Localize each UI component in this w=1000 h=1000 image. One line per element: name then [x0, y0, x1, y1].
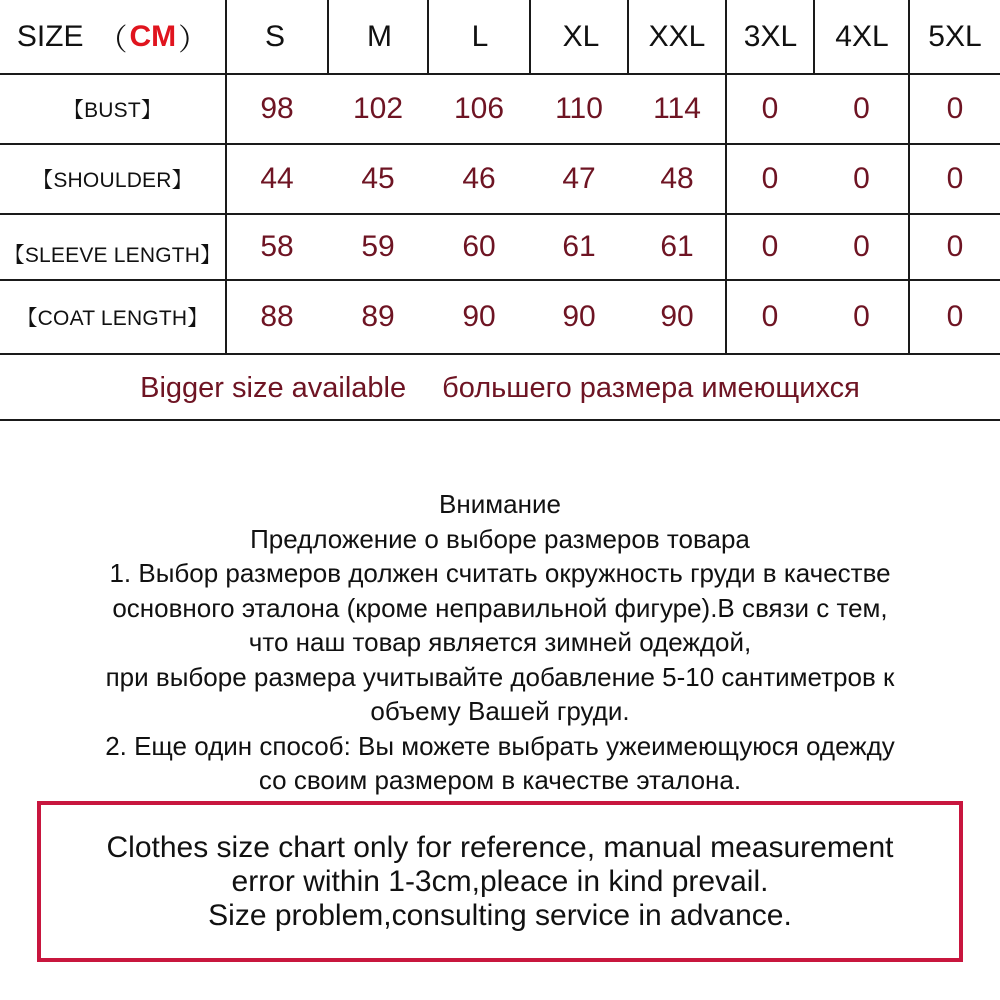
value-cell: 59: [361, 230, 395, 263]
availability-en: Bigger size available: [140, 371, 407, 404]
size-header-5xl: 5XL: [928, 19, 982, 53]
value-cell: 0: [853, 230, 870, 263]
unit-label: CM: [129, 19, 177, 53]
notes-title: Внимание: [439, 489, 561, 519]
value-cell: 0: [946, 300, 964, 333]
value-cell: 48: [660, 162, 694, 195]
row-label-shoulder: 【SHOULDER】: [32, 169, 193, 192]
size-header-4xl: 4XL: [835, 19, 889, 53]
disclaimer-line: Clothes size chart only for reference, manual measurement: [106, 830, 894, 864]
value-cell: 46: [462, 162, 496, 195]
notes-line: со своим размером в качестве эталона.: [258, 765, 742, 795]
row-label-coat-length: 【COAT LENGTH】: [16, 307, 209, 330]
disclaimer-line: error within 1-3cm,pleace in kind prevail.: [231, 864, 769, 898]
table-divider: [725, 0, 727, 73]
table-row: [0, 281, 1000, 353]
notes-line: что наш товар является зимней одеждой,: [248, 627, 752, 657]
value-cell: 90: [562, 300, 596, 333]
notes-line: основного эталона (кроме неправильной фигуре).В связи с тем,: [112, 592, 888, 623]
availability-ru: большего размера имеющихся: [442, 371, 860, 404]
value-cell: 44: [260, 162, 294, 195]
value-cell: 0: [853, 162, 870, 195]
table-row: [0, 75, 1000, 143]
unit-close: ）: [178, 23, 209, 57]
size-header-m: M: [367, 19, 392, 53]
table-row: [0, 215, 1000, 279]
notes-line: при выборе размера учитывайте добавление 5-10 сантиметров к: [105, 661, 895, 692]
table-divider: [327, 0, 329, 73]
size-label: SIZE: [16, 19, 84, 53]
value-cell: 45: [361, 162, 395, 195]
size-header-xl: XL: [562, 19, 600, 53]
value-cell: 61: [660, 230, 694, 263]
table-divider: [627, 0, 629, 73]
table-divider: [725, 73, 727, 355]
value-cell: 0: [761, 300, 779, 333]
notes-line: Предложение о выборе размеров товара: [250, 523, 750, 554]
table-divider: [908, 73, 910, 355]
value-cell: 0: [853, 92, 870, 125]
table-divider: [225, 0, 227, 355]
value-cell: 0: [946, 162, 964, 195]
unit-open: （: [97, 23, 128, 57]
value-cell: 90: [462, 300, 496, 333]
notes-line: объему Вашей груди.: [370, 696, 630, 726]
table-divider: [813, 0, 815, 73]
size-header-xxl: XXL: [648, 19, 706, 53]
size-header-s: S: [264, 19, 285, 53]
size-unit-header: [0, 0, 225, 73]
value-cell: 0: [946, 92, 964, 125]
table-divider: [0, 143, 1000, 145]
reference-disclaimer-box: [37, 801, 963, 962]
notes-line: 1. Выбор размеров должен считать окружность груди в качестве: [109, 558, 891, 588]
value-cell: 106: [453, 92, 505, 125]
value-cell: 60: [462, 230, 496, 263]
table-divider: [0, 213, 1000, 215]
value-cell: 90: [660, 300, 694, 333]
table-divider: [0, 73, 1000, 75]
row-label-sleeve-length: 【SLEEVE LENGTH】: [3, 244, 222, 267]
size-header-3xl: 3XL: [743, 19, 798, 53]
value-cell: 61: [562, 230, 596, 263]
value-cell: 102: [352, 92, 404, 125]
value-cell: 0: [761, 230, 779, 263]
table-divider: [427, 0, 429, 73]
sizing-notes: [0, 487, 1000, 798]
value-cell: 114: [653, 92, 701, 125]
table-divider: [908, 0, 910, 73]
row-label-bust: 【BUST】: [62, 99, 163, 122]
header-row: [0, 0, 1000, 73]
value-cell: 98: [260, 92, 294, 125]
value-cell: 89: [361, 300, 395, 333]
value-cell: 0: [761, 162, 779, 195]
value-cell: 47: [562, 162, 596, 195]
notes-line: 2. Еще один способ: Вы можете выбрать ужеимеющуюся одежду: [105, 730, 895, 761]
availability-note: [0, 355, 1000, 421]
value-cell: 58: [260, 230, 294, 263]
value-cell: 110: [555, 92, 603, 125]
value-cell: 0: [761, 92, 779, 125]
value-cell: 0: [946, 230, 964, 263]
value-cell: 0: [853, 300, 870, 333]
disclaimer-line: Size problem,consulting service in advance.: [208, 898, 792, 932]
size-header-l: L: [471, 19, 489, 53]
table-divider: [529, 0, 531, 73]
value-cell: 88: [260, 300, 294, 333]
table-row: [0, 145, 1000, 213]
table-divider: [0, 279, 1000, 281]
